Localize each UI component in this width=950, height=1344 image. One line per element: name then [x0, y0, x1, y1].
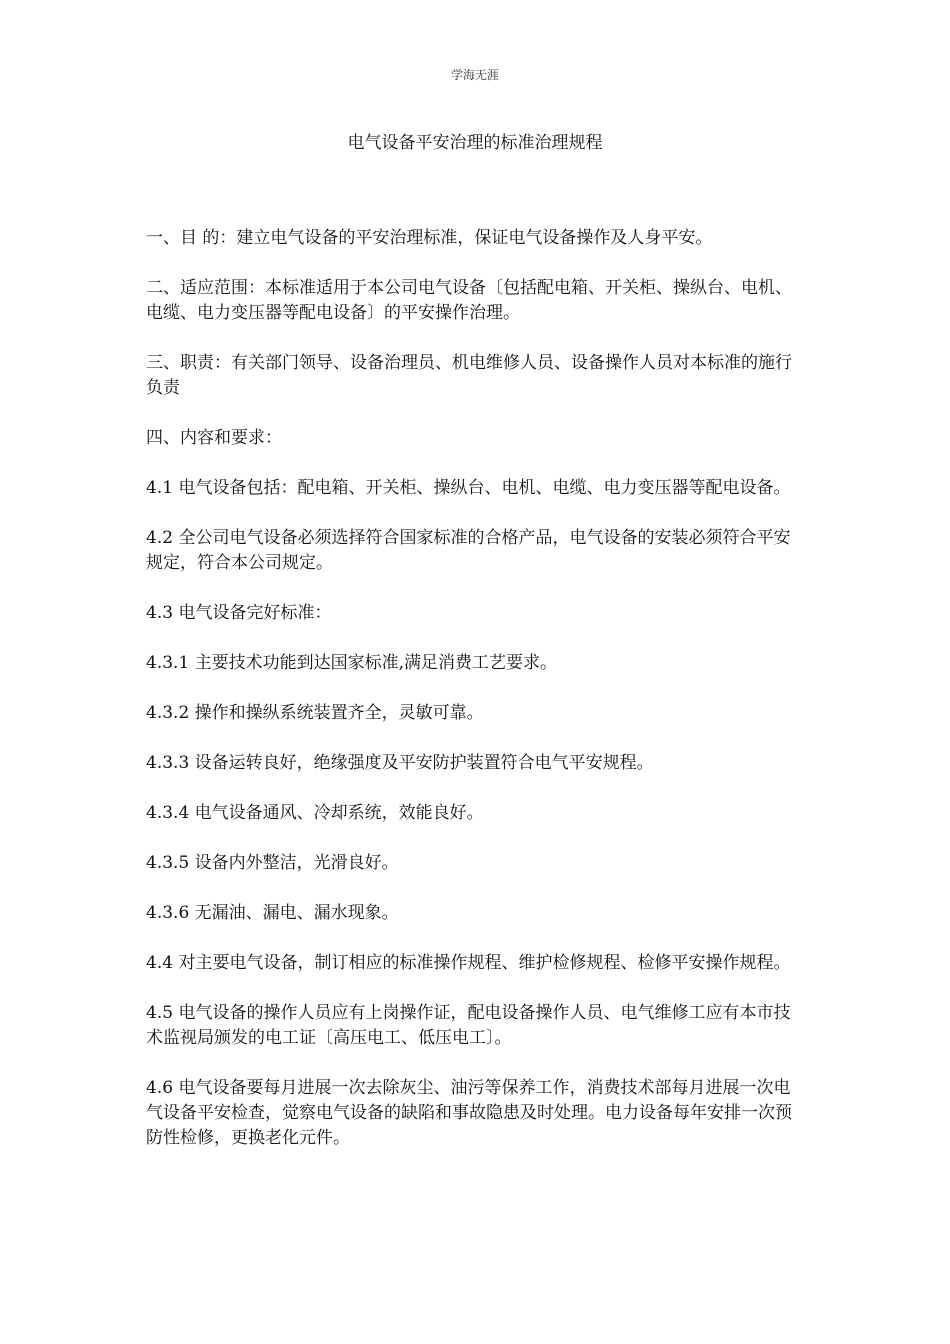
- paragraph-4-6: 4.6 电气设备要每月进展一次去除灰尘、油污等保养工作，消费技术部每月进展一次电气设备平安检查，觉察电气设备的缺陷和事故隐患及时处理。电力设备每年安排一次预防性检修，更换老化元件。: [146, 1078, 792, 1148]
- paragraph-4-5: 4.5 电气设备的操作人员应有上岗操作证，配电设备操作人员、电气维修工应有本市技术监视局颁发的电工证〔高压电工、低压电工〕。: [146, 1003, 791, 1048]
- paragraph-4-3-6: 4.3.6 无漏油、漏电、漏水现象。: [146, 903, 399, 923]
- paragraph-purpose: 一、目 的：建立电气设备的平安治理标准，保证电气设备操作及人身平安。: [146, 228, 713, 248]
- paragraph-content-heading: 四、内容和要求：: [146, 428, 282, 448]
- paragraph-4-3-4: 4.3.4 电气设备通风、冷却系统，效能良好。: [146, 803, 484, 823]
- paragraph-4-3-3: 4.3.3 设备运转良好，绝缘强度及平安防护装置符合电气平安规程。: [146, 753, 654, 773]
- document-title: 电气设备平安治理的标准治理规程: [347, 133, 603, 153]
- paragraph-4-3: 4.3 电气设备完好标准：: [146, 603, 332, 623]
- paragraph-responsibility: 三、职责：有关部门领导、设备治理员、机电维修人员、设备操作人员对本标准的施行负责: [146, 353, 792, 398]
- paragraph-4-4: 4.4 对主要电气设备，制订相应的标准操作规程、维护检修规程、检修平安操作规程。: [146, 953, 791, 973]
- paragraph-scope: 二、适应范围：本标准适用于本公司电气设备〔包括配电箱、开关柜、操纵台、电机、电缆、电力变压器等配电设备〕的平安操作治理。: [146, 278, 792, 323]
- paragraph-4-2: 4.2 全公司电气设备必须选择符合国家标准的合格产品，电气设备的安装必须符合平安规定，符合本公司规定。: [146, 528, 791, 573]
- page-header: 学海无涯: [450, 68, 499, 82]
- paragraph-4-1: 4.1 电气设备包括：配电箱、开关柜、操纵台、电机、电缆、电力变压器等配电设备。: [146, 478, 791, 498]
- document-body: [146, 226, 806, 1176]
- paragraph-4-3-5: 4.3.5 设备内外整洁，光滑良好。: [146, 853, 399, 873]
- paragraph-4-3-2: 4.3.2 操作和操纵系统装置齐全，灵敏可靠。: [146, 703, 484, 723]
- paragraph-4-3-1: 4.3.1 主要技术功能到达国家标准,满足消费工艺要求。: [146, 653, 558, 673]
